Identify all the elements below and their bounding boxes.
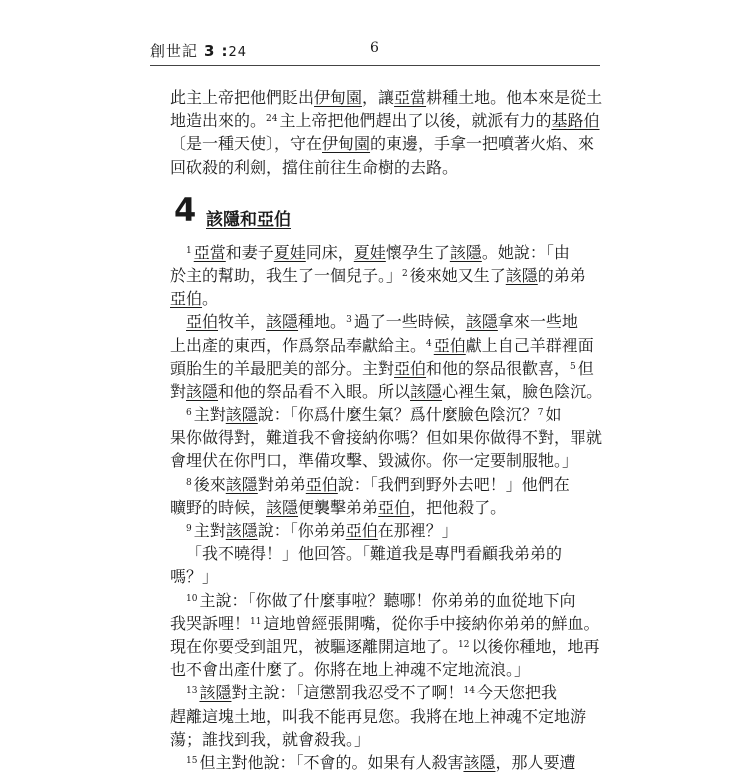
text-line: 〔是一種天使〕，守在伊甸園的東邊，手拿一把噴著火焰、來 <box>170 134 595 154</box>
text-line: 也不會出產什麼了。你將在地上神魂不定地流浪。」 <box>170 660 531 680</box>
running-head <box>150 40 247 61</box>
text-line: $^{15}$ 但主對他說：「不會的。如果有人殺害該隱，那人要遭 <box>186 752 576 772</box>
text-line: 上出產的東西，作爲祭品奉獻給主。$^4$ 亞伯獻上自己羊群裡面 <box>170 335 594 355</box>
text-line: 亞伯牧羊，該隱種地。$^3$ 過了一些時候，該隱拿來一些地 <box>186 312 578 332</box>
page-body <box>170 86 603 774</box>
text-line: 回砍殺的利劍，擋住前往生命樹的去路。 <box>170 157 459 177</box>
text-line: 頭胎生的羊最肥美的部分。主對亞伯和他的祭品很歡喜，$^5$ 但 <box>170 358 594 378</box>
text-line: 果你做得對，難道我不會接納你嗎？但如果你做得不對，罪就 <box>170 428 603 448</box>
text-line: 曠野的時候，該隱便襲擊弟弟亞伯，把他殺了。 <box>170 497 507 517</box>
text-line: 蕩；誰找到我，就會殺我。」 <box>170 729 371 749</box>
text-line: 我哭訴哩！$^{11}$ 這地曾經張開嘴，從你手中接納你弟弟的鮮血。 <box>170 613 600 633</box>
text-line: $^8$ 後來該隱對弟弟亞伯說：「我們到野外去吧！」他們在 <box>186 474 570 494</box>
text-line: 嗎？」 <box>170 567 219 587</box>
text-line: 於主的幫助，我生了一個兒子。」$^2$ 後來她又生了該隱的弟弟 <box>170 265 586 285</box>
text-line: $^9$ 主對該隱說：「你弟弟亞伯在那裡？」 <box>186 521 458 540</box>
text-line: 亞伯。 <box>170 289 219 309</box>
section-title: 該隱和亞伯 <box>206 209 291 230</box>
header-colon: : <box>221 42 229 60</box>
text-line: $^{10}$ 主說：「你做了什麼事啦？聽哪！你弟弟的血從地下向 <box>186 590 576 610</box>
chapter-number: 4 <box>174 190 197 229</box>
text-line: 此主上帝把他們貶出伊甸園，讓亞當耕種土地。他本來是從土 <box>170 88 603 107</box>
section-heading <box>170 190 580 241</box>
page-header <box>150 40 600 64</box>
text-line: $^{13}$ 該隱對主說：「這懲罰我忍受不了啊！$^{14}$ 今天您把我 <box>186 683 557 703</box>
text-line: 地造出來的。$^{24}$ 主上帝把他們趕出了以後，就派有力的基路伯 <box>170 111 600 131</box>
text-line: 現在你要受到詛咒，被驅逐離開這地了。$^{12}$ 以後你種地，地再 <box>170 636 600 656</box>
header-chapter: 3 <box>204 42 216 60</box>
text-line: 「我不曉得！」他回答。「難道我是專門看顧我弟弟的 <box>186 544 563 564</box>
text-line: 對該隱和他的祭品看不入眼。所以該隱心裡生氣，臉色陰沉。 <box>170 381 603 401</box>
text-line: $^6$ 主對該隱說：「你爲什麼生氣？爲什麼臉色陰沉？$^7$ 如 <box>186 405 562 425</box>
header-verse: 24 <box>228 45 247 60</box>
section-gap <box>170 179 580 211</box>
page-number: 6 <box>370 40 379 56</box>
text-line: 趕離這塊土地，叫我不能再見您。我將在地上神魂不定地游 <box>170 706 587 726</box>
header-rule <box>150 65 600 66</box>
text-line: $^1$ 亞當和妻子夏娃同床，夏娃懷孕生了該隱。她說：「由 <box>186 242 570 262</box>
text-line: 會埋伏在你門口，準備攻擊、毀滅你。你一定要制服牠。」 <box>170 451 579 471</box>
book-name: 創世記 <box>150 42 199 60</box>
